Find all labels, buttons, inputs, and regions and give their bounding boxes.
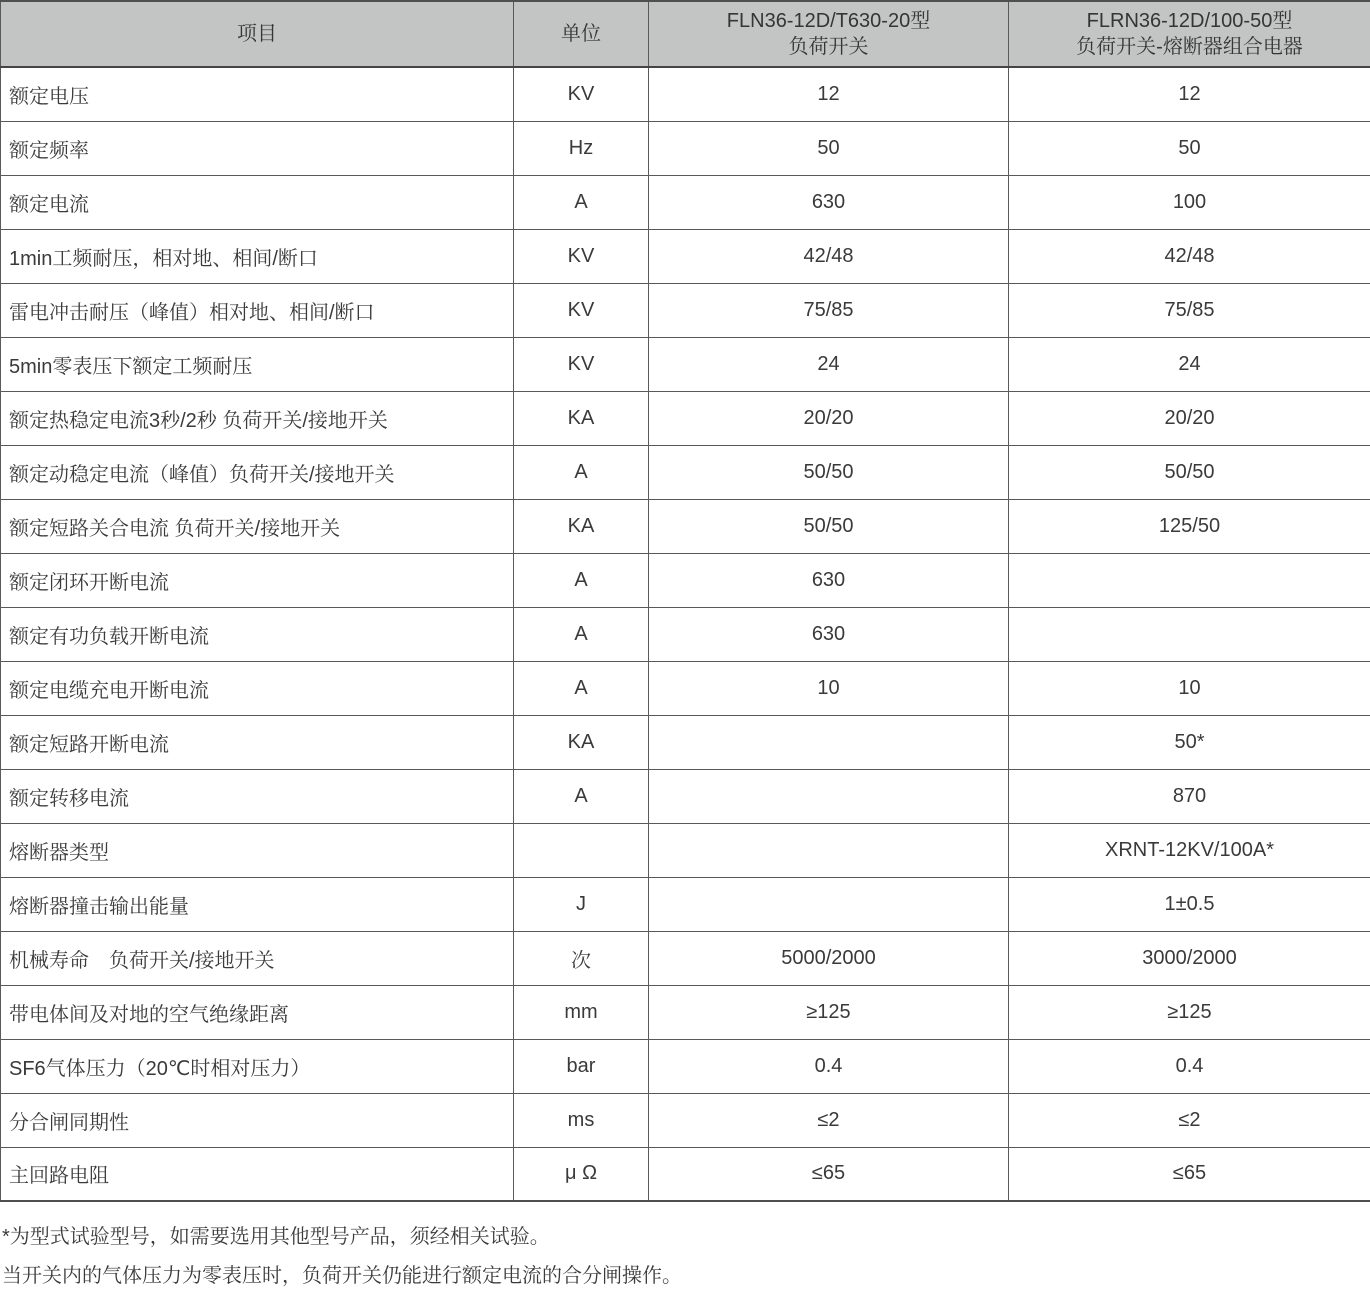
cell-unit: A: [514, 607, 649, 661]
table-row: [1, 553, 1370, 607]
cell-unit: A: [514, 661, 649, 715]
footnote-type-test: *为型式试验型号，如需要选用其他型号产品，须经相关试验。: [2, 1218, 1370, 1257]
cell-item-label: 5min零表压下额定工频耐压: [1, 337, 514, 391]
cell-value-fln36: 630: [649, 553, 1009, 607]
cell-value-fln36: 24: [649, 337, 1009, 391]
cell-item-label: 1min工频耐压，相对地、相间/断口: [1, 229, 514, 283]
cell-item-label: 带电体间及对地的空气绝缘距离: [1, 985, 514, 1039]
table-row: [1, 931, 1370, 985]
cell-value-fln36: 5000/2000: [649, 931, 1009, 985]
cell-item-label: 额定电流: [1, 175, 514, 229]
cell-unit: KV: [514, 229, 649, 283]
table-row: [1, 769, 1370, 823]
cell-item-label: 额定转移电流: [1, 769, 514, 823]
cell-value-flrn36: ≤65: [1009, 1147, 1370, 1201]
spec-table-header: [1, 1, 1370, 67]
table-row: [1, 1147, 1370, 1201]
header-label-unit: 单位: [561, 23, 601, 45]
cell-item-label: 额定动稳定电流（峰值）负荷开关/接地开关: [1, 445, 514, 499]
cell-item-label: 分合闸同期性: [1, 1093, 514, 1147]
cell-value-flrn36: 1±0.5: [1009, 877, 1370, 931]
cell-value-flrn36: ≥125: [1009, 985, 1370, 1039]
cell-value-fln36: ≤2: [649, 1093, 1009, 1147]
cell-item-label: 熔断器撞击输出能量: [1, 877, 514, 931]
cell-value-flrn36: XRNT-12KV/100A*: [1009, 823, 1370, 877]
cell-value-fln36: [649, 715, 1009, 769]
header-model-flrn36-line2: 负荷开关-熔断器组合电器: [1009, 34, 1370, 60]
cell-item-label: 额定有功负载开断电流: [1, 607, 514, 661]
cell-value-fln36: 42/48: [649, 229, 1009, 283]
cell-item-label: 机械寿命 负荷开关/接地开关: [1, 931, 514, 985]
table-row: [1, 391, 1370, 445]
cell-unit: A: [514, 445, 649, 499]
cell-value-fln36: [649, 769, 1009, 823]
header-cell-model-fln36: [649, 1, 1009, 67]
table-row: [1, 1093, 1370, 1147]
table-row: [1, 229, 1370, 283]
header-row: [1, 1, 1370, 67]
table-row: [1, 499, 1370, 553]
header-model-fln36-line1: FLN36-12D/T630-20型: [649, 8, 1008, 34]
cell-unit: KV: [514, 337, 649, 391]
cell-value-flrn36: 20/20: [1009, 391, 1370, 445]
table-row: [1, 715, 1370, 769]
header-cell-unit: [514, 1, 649, 67]
cell-unit: A: [514, 769, 649, 823]
cell-unit: A: [514, 553, 649, 607]
cell-value-flrn36: 125/50: [1009, 499, 1370, 553]
cell-value-fln36: 50/50: [649, 445, 1009, 499]
table-row: [1, 607, 1370, 661]
cell-value-fln36: 10: [649, 661, 1009, 715]
cell-item-label: 雷电冲击耐压（峰值）相对地、相间/断口: [1, 283, 514, 337]
cell-value-fln36: 20/20: [649, 391, 1009, 445]
cell-item-label: 额定短路关合电流 负荷开关/接地开关: [1, 499, 514, 553]
cell-value-flrn36: [1009, 607, 1370, 661]
cell-unit: bar: [514, 1039, 649, 1093]
cell-value-fln36: 630: [649, 607, 1009, 661]
cell-value-fln36: 12: [649, 67, 1009, 121]
cell-item-label: 主回路电阻: [1, 1147, 514, 1201]
cell-value-fln36: ≤65: [649, 1147, 1009, 1201]
table-row: [1, 823, 1370, 877]
cell-item-label: 额定电缆充电开断电流: [1, 661, 514, 715]
cell-item-label: 额定短路开断电流: [1, 715, 514, 769]
footnotes: [0, 1202, 1370, 1296]
cell-value-flrn36: 870: [1009, 769, 1370, 823]
cell-item-label: 额定热稳定电流3秒/2秒 负荷开关/接地开关: [1, 391, 514, 445]
cell-value-fln36: 75/85: [649, 283, 1009, 337]
table-row: [1, 67, 1370, 121]
cell-value-fln36: [649, 877, 1009, 931]
header-cell-model-flrn36: [1009, 1, 1370, 67]
table-row: [1, 1039, 1370, 1093]
cell-value-flrn36: 100: [1009, 175, 1370, 229]
cell-value-fln36: 0.4: [649, 1039, 1009, 1093]
cell-value-flrn36: 0.4: [1009, 1039, 1370, 1093]
table-row: [1, 337, 1370, 391]
cell-unit: J: [514, 877, 649, 931]
cell-value-flrn36: 12: [1009, 67, 1370, 121]
cell-value-flrn36: 42/48: [1009, 229, 1370, 283]
cell-value-flrn36: 75/85: [1009, 283, 1370, 337]
table-row: [1, 877, 1370, 931]
cell-value-flrn36: ≤2: [1009, 1093, 1370, 1147]
cell-value-flrn36: 3000/2000: [1009, 931, 1370, 985]
cell-value-flrn36: [1009, 553, 1370, 607]
cell-item-label: 额定电压: [1, 67, 514, 121]
cell-item-label: 熔断器类型: [1, 823, 514, 877]
cell-unit: A: [514, 175, 649, 229]
cell-value-flrn36: 24: [1009, 337, 1370, 391]
cell-value-fln36: 630: [649, 175, 1009, 229]
table-row: [1, 661, 1370, 715]
cell-unit: μ Ω: [514, 1147, 649, 1201]
cell-unit: KA: [514, 391, 649, 445]
table-row: [1, 283, 1370, 337]
cell-value-flrn36: 50*: [1009, 715, 1370, 769]
cell-value-fln36: 50: [649, 121, 1009, 175]
cell-unit: [514, 823, 649, 877]
table-row: [1, 121, 1370, 175]
table-row: [1, 175, 1370, 229]
spec-table-body: [1, 67, 1370, 1201]
header-cell-item: [1, 1, 514, 67]
cell-unit: KA: [514, 499, 649, 553]
cell-item-label: 额定闭环开断电流: [1, 553, 514, 607]
cell-value-flrn36: 10: [1009, 661, 1370, 715]
header-model-fln36-line2: 负荷开关: [649, 34, 1008, 60]
cell-value-fln36: 50/50: [649, 499, 1009, 553]
cell-unit: mm: [514, 985, 649, 1039]
footnote-zero-pressure: 当开关内的气体压力为零表压时，负荷开关仍能进行额定电流的合分闸操作。: [2, 1257, 1370, 1296]
cell-unit: KV: [514, 67, 649, 121]
table-row: [1, 985, 1370, 1039]
cell-unit: KA: [514, 715, 649, 769]
cell-value-flrn36: 50/50: [1009, 445, 1370, 499]
cell-item-label: SF6气体压力（20℃时相对压力）: [1, 1039, 514, 1093]
header-label-item: 项目: [237, 23, 277, 45]
cell-unit: ms: [514, 1093, 649, 1147]
cell-unit: Hz: [514, 121, 649, 175]
cell-value-fln36: ≥125: [649, 985, 1009, 1039]
cell-value-flrn36: 50: [1009, 121, 1370, 175]
cell-unit: KV: [514, 283, 649, 337]
table-row: [1, 445, 1370, 499]
cell-unit: 次: [514, 931, 649, 985]
header-model-flrn36-line1: FLRN36-12D/100-50型: [1009, 8, 1370, 34]
cell-value-fln36: [649, 823, 1009, 877]
cell-item-label: 额定频率: [1, 121, 514, 175]
